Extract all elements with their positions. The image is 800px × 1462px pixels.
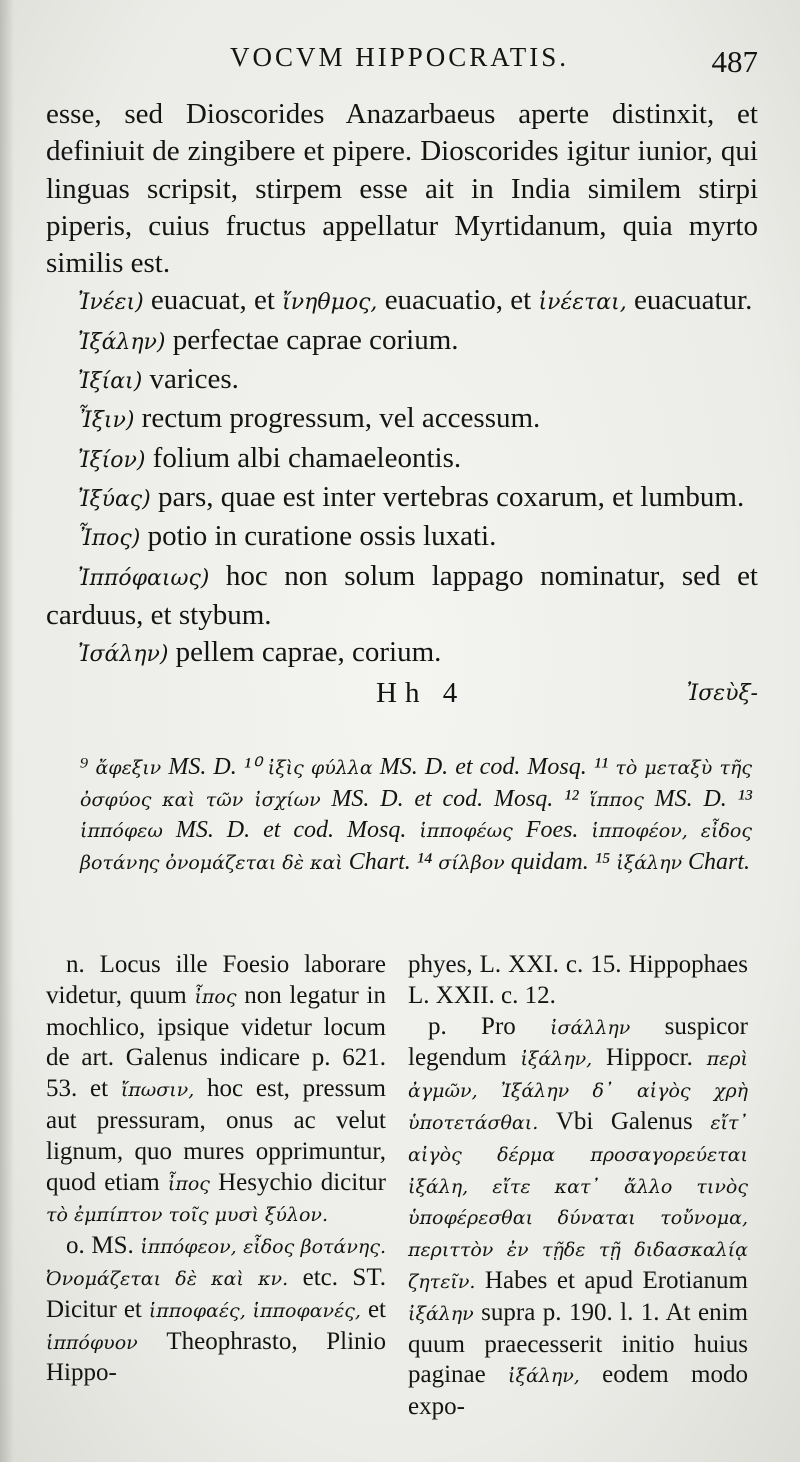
footnote-text: MS. D.	[643, 785, 738, 812]
signature-line	[46, 673, 758, 711]
footnote-text: quidam.	[504, 848, 595, 875]
entry-headword: Ἶπος)	[78, 526, 141, 552]
entry-headword: Ἶξιν)	[78, 408, 135, 434]
footnote-marker: ¹⁵	[594, 848, 617, 875]
note-n	[46, 950, 386, 1231]
footnote-marker: ¹¹	[593, 754, 616, 780]
page-edge-shadow	[0, 0, 14, 1462]
entry-headword: Ἰσάλην)	[78, 642, 169, 668]
paragraph-continuation: esse, sed Dioscorides Anazarbaeus aperte distinxit, et definiuit de zingibere et pipere. Dioscorides igitur iunior, qui linguas scripsit, stirpem esse ait in India similem stirpi piperis, cuius fructus appellatur Myrtidanum, quia myrto similis est.	[46, 98, 758, 280]
catchword: Ἰσεὺξ-	[686, 681, 758, 707]
note-text: non legatur in mochlico, ipsique videtur locum de art. Galenus indicare p. 621. 53. et	[46, 981, 386, 1103]
entry-ixalen	[46, 322, 758, 361]
entry-text: potio in curatione ossis luxati.	[140, 520, 497, 553]
variant-footnotes	[80, 752, 752, 878]
entry-text: pellem caprae, corium.	[168, 636, 442, 669]
entry-ixin	[46, 400, 758, 439]
note-text: suspicor legendum	[408, 1012, 749, 1072]
page-header	[40, 34, 760, 84]
note-text: etc. ST. Dicitur et	[46, 1263, 386, 1323]
note-text: Vbi Galenus	[538, 1107, 711, 1135]
signature-mark: Hh 4	[376, 677, 466, 710]
footnote-greek: ἰξὶς φύλλα	[267, 757, 373, 779]
footnote-marker: ¹⁴	[416, 848, 439, 875]
note-greek: ἰξάλην	[408, 1302, 474, 1325]
entry-text: euacuat, et	[143, 284, 283, 317]
footnote-text: Chart.	[682, 848, 751, 875]
note-text: hoc est, pressum aut pressuram, onus ac velut lignum, quo mures opprimuntur, quod etiam	[46, 1075, 386, 1196]
note-greek: ἰσάλλην	[550, 1016, 631, 1039]
footnote-greek: σίλβον	[438, 851, 505, 874]
note-text: p. Pro	[428, 1012, 551, 1040]
footnote-greek: τὸ μεταξὺ τῆς ὀσφύος καὶ τῶν ἰσχίων	[80, 757, 752, 811]
entry-text: pars, quae est inter vertebras coxarum, et lumbum.	[150, 480, 745, 513]
entry-greek-term: ἴνηθμος,	[282, 290, 378, 316]
note-text: et	[360, 1295, 386, 1323]
note-text: Habes et apud Erotianum	[475, 1266, 748, 1294]
note-o	[46, 1231, 386, 1389]
page-number: 487	[711, 44, 758, 79]
note-greek: περὶ ἀγμῶν, Ἰξάλην δ᾽ αἰγὸς χρὴ ὑποτετάσθαι.	[408, 1048, 748, 1134]
note-text: Hippocr.	[592, 1044, 707, 1072]
footnote-greek: ἄφεξιν	[95, 757, 162, 779]
note-greek: ἶπος	[194, 985, 237, 1008]
note-greek: ἱππόφυον	[46, 1331, 138, 1354]
note-p	[408, 1012, 748, 1423]
note-text: Theophrasto, Plinio Hippo-	[46, 1327, 386, 1387]
note-text: o. MS.	[66, 1232, 141, 1260]
entry-inee	[46, 282, 758, 321]
footnote-marker: ¹³	[737, 785, 752, 812]
footnote-greek: ἱππόφεω	[80, 820, 163, 842]
footnote-marker: ¹²	[564, 785, 590, 812]
footnote-text: MS. D. et cod. Mosq.	[372, 754, 594, 780]
note-greek: ἰξάλην,	[520, 1048, 593, 1071]
footnote-text: MS. D. et cod. Mosq.	[320, 785, 565, 812]
entry-text: perfectae caprae corium.	[165, 323, 459, 356]
commentary-columns	[46, 950, 758, 1430]
entry-text: euacuatur.	[626, 284, 753, 317]
note-text: eodem modo expo-	[408, 1361, 749, 1421]
footnote-marker: ⁹	[80, 754, 96, 780]
note-text: supra p. 190. l. 1. At enim quum praecesserit initio huius paginae	[408, 1298, 748, 1389]
entry-headword: Ἰνέει)	[78, 290, 144, 316]
note-greek: ἴπωσιν,	[120, 1079, 195, 1102]
entry-greek-term: ἰνέεται,	[538, 290, 627, 316]
commentary-right-column	[408, 950, 748, 1423]
entry-headword: Ἰξίαι)	[78, 369, 143, 395]
footnote-greek: ἰξάλην	[616, 851, 683, 874]
note-greek: ἱππόφεον, εἶδος βοτάνης. Ὀνομάζεται δὲ καὶ κν.	[46, 1236, 386, 1290]
note-text: Hesychio dicitur	[209, 1168, 386, 1196]
note-text: n. Locus ille Foesio laborare videtur, quum	[46, 951, 386, 1009]
entry-text: euacuatio, et	[377, 284, 539, 317]
entry-text: folium albi chamaeleontis.	[145, 441, 462, 474]
entry-ixuas	[46, 479, 758, 518]
running-title: VOCVM HIPPOCRATIS.	[230, 42, 570, 72]
entry-text: rectum progressum, vel accessum.	[134, 402, 541, 435]
note-greek: εἴτ᾽ αἰγὸς δέρμα προσαγορεύεται ἰξάλη, εἴτε κατ᾽ ἄλλο τινὸς ὑποφέρεσθαι δύναται τοὔνομα, περιττὸν ἐν τῇδε τῇ διδασκαλίᾳ ζητεῖν.	[408, 1111, 748, 1293]
entry-headword: Ἰξάλην)	[78, 329, 166, 355]
footnote-greek: ἵππος	[589, 788, 644, 811]
footnote-marker: ¹⁰	[243, 754, 268, 780]
footnote-text: MS. D.	[161, 754, 244, 780]
entry-headword: Ἰξύας)	[78, 486, 151, 512]
note-greek: ἱπποφαές, ἱπποφανές,	[148, 1299, 361, 1322]
entry-headword: Ἰξίον)	[78, 447, 146, 473]
commentary-left-column	[46, 950, 386, 1389]
entry-ippophaios	[46, 558, 758, 635]
note-greek: τὸ ἐμπίπτον τοῖς μυσὶ ξύλον.	[46, 1204, 329, 1227]
entry-isallen	[46, 634, 758, 673]
entry-ixion	[46, 440, 758, 479]
footnote-text: Chart.	[342, 848, 417, 875]
entry-headword: Ἰππόφαιως)	[78, 565, 210, 591]
entry-text: varices.	[142, 363, 239, 396]
entry-text: hoc non solum lappago nominatur, sed et carduus, et stybum.	[46, 559, 758, 631]
footnote-greek: ἱπποφέον, εἶδος βοτάνης ὀνομάζεται δὲ καὶ	[80, 820, 752, 874]
note-greek: ἰξάλην,	[508, 1365, 580, 1388]
note-greek: ἶπος	[167, 1172, 210, 1195]
footnote-greek: ἱπποφέως	[419, 820, 513, 842]
footnote-text: MS. D. et cod. Mosq.	[162, 817, 420, 843]
note-o-continuation: phyes, L. XXI. c. 15. Hippophaes L. XXII. c. 12.	[408, 951, 748, 1009]
footnote-text: Foes.	[512, 817, 592, 843]
entry-ipos	[46, 518, 758, 557]
entry-ixiai	[46, 361, 758, 400]
main-text	[46, 96, 758, 711]
